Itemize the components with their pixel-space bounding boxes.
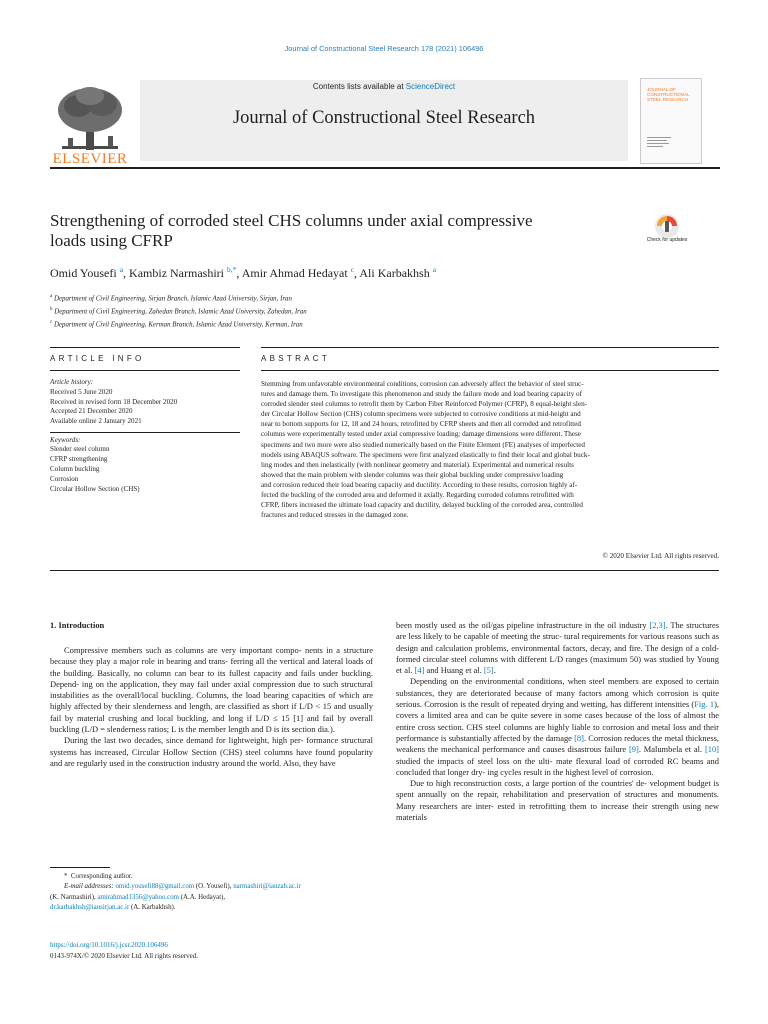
abstract-text bbox=[261, 379, 719, 520]
email-link[interactable]: amirahmad1356@yahoo.com bbox=[97, 893, 180, 901]
author-3[interactable]: Amir Ahmad Hedayat $^c$ bbox=[241, 265, 355, 280]
history-revised: Received in revised form 18 December 2020 bbox=[50, 397, 178, 406]
title-line-1: Strengthening of corroded steel CHS columns under axial compressive bbox=[50, 211, 533, 230]
journal-citation[interactable]: Journal of Constructional Steel Research 178 (2021) 106496 bbox=[284, 44, 484, 53]
citation-link[interactable]: [8] bbox=[574, 732, 584, 743]
abstract-copyright: © 2020 Elsevier Ltd. All rights reserved. bbox=[602, 552, 719, 560]
email-link[interactable]: narmashiri@iauzah.ac.ir bbox=[233, 883, 301, 891]
abstract-line: and corrosion reduced their load bearing capacity and ductility. According to these results, corrosion highly af- bbox=[261, 480, 578, 489]
figure-link[interactable]: Fig. 1 bbox=[694, 699, 715, 710]
history-label: Article history: bbox=[50, 378, 94, 386]
affiliation-b: $^b$ Department of Civil Engineering, Zahedan Branch, Islamic Azad University, Zahedan, Iran bbox=[50, 306, 307, 316]
cover-title: JOURNAL OF CONSTRUCTIONAL STEEL RESEARCH bbox=[647, 87, 690, 102]
abstract-line: tures and damage them. To investigate this phenomenon and study the failure mode and load bearing capacity of bbox=[261, 390, 582, 399]
history-online: Available online 2 January 2021 bbox=[50, 417, 142, 426]
doi-block bbox=[50, 940, 198, 961]
keywords-rule bbox=[50, 432, 240, 433]
journal-cover-thumbnail[interactable] bbox=[640, 78, 702, 164]
affiliation-a: $^a$ Department of Civil Engineering, Sirjan Branch, Islamic Azad University, Sirjan, Iran bbox=[50, 294, 292, 303]
citation-link[interactable]: [5] bbox=[483, 665, 494, 676]
article-title bbox=[50, 211, 610, 251]
abstract-line: CFRP, fibers increased the ultimate load capacity and ductility, delayed buckling of the corroded area, controlled bbox=[261, 501, 583, 510]
intro-paragraph-4: Depending on the environmental conditions, when steel members are exposed to certain substances, they are deteriorated because of many factors among which corrosion is quite serious. Corrosion is the result of repeated drying and wetting, has different intensities (Fig. 1), covers a limited area and can be quite severe in some cases because of the loss of almost the entire cross section. CHS steel columns are highly liable to corrosion and metal loss and their performance is substantially affected by the damage [8]. Corrosion reduces the metal thickness, weakens the mechanical performance and causes disastrous failure [9]. Malumbela et al. [10] studied the impacts of steel loss on the ulti- mate flexural load of corroded RC beams and concluded that longer dry- ing cycles result in the highest level of corrosion. bbox=[396, 676, 719, 777]
abstract-line: fractures and reduced stresses in the damaged zone. bbox=[261, 511, 409, 520]
keyword-item: Column buckling bbox=[50, 464, 100, 473]
footnote-rule bbox=[50, 867, 110, 868]
contents-line bbox=[140, 82, 628, 91]
issn-copyright: 0143-974X/© 2020 Elsevier Ltd. All rights reserved. bbox=[50, 951, 199, 960]
article-info-heading: ARTICLE INFO bbox=[50, 354, 145, 363]
header-rule bbox=[50, 167, 720, 169]
publisher-logo-text: ELSEVIER bbox=[52, 151, 128, 167]
email-link[interactable]: omid.yousefi88@gmail.com bbox=[115, 883, 195, 891]
abstract-rule bbox=[261, 370, 719, 371]
article-info bbox=[50, 378, 240, 494]
abstract-line: models using ABAQUS software. The specimens were first analyzed elastically to find their local and global buck- bbox=[261, 450, 590, 459]
footnote bbox=[50, 872, 373, 914]
affiliations bbox=[50, 292, 690, 330]
email-addresses-cont: dr.karbakhsh@iausirjan.ac.ir (A. Karbakhsh). bbox=[50, 904, 176, 912]
journal-header-box bbox=[140, 80, 628, 161]
article-info-rule-top bbox=[50, 347, 240, 348]
right-column bbox=[396, 620, 719, 823]
abstract-line: ling modes and then inelastically (with nonlinear geometry and material). Experimental and numerical results bbox=[261, 460, 574, 469]
intro-paragraph-2: During the last two decades, since demand for lightweight, high per- formance structural systems has increased, Circular Hollow Section (CHS) steel columns have found popularity and are regularly used in the construction industry around the world. Also, they have bbox=[50, 735, 373, 768]
check-for-updates-icon[interactable] bbox=[648, 213, 686, 253]
abstract-line: fected the buckling of the corroded area and deformed it axially. Regarding corroded columns retrofitted with bbox=[261, 491, 574, 500]
abstract-rule-top bbox=[261, 347, 719, 348]
keyword-item: CFRP strengthening bbox=[50, 455, 108, 464]
author-1[interactable]: Omid Yousefi $^a$ bbox=[50, 265, 124, 280]
journal-name: Journal of Constructional Steel Research bbox=[232, 108, 536, 128]
keywords-label: Keywords: bbox=[50, 435, 81, 444]
abstract-line: specimens and two more were also studied numerically based on the Finite Element (FE) analyses of imperfected bbox=[261, 440, 586, 449]
abstract-line: columns were experimentally tested under axial compressive loading; damage dimensions were different. These bbox=[261, 430, 581, 439]
intro-paragraph-5: Due to high reconstruction costs, a large portion of the countries' de- velopment budget is spent annually on the repair, rehabilitation and preservation of structures and monuments. Many researchers are inter- ested in retrofitting them to increase their strength using new materials bbox=[396, 778, 719, 823]
cover-text-lines bbox=[647, 137, 677, 153]
title-line-2: loads using CFRP bbox=[50, 231, 173, 250]
author-list: Omid Yousefi $^a$, Kambiz Narmashiri $^{b,*}$, Amir Ahmad Hedayat $^c$, Ali Karbakhsh $^a$ bbox=[50, 265, 437, 280]
check-for-updates-label[interactable]: Check for updates bbox=[646, 237, 688, 243]
citation-link[interactable]: [10] bbox=[704, 744, 719, 755]
citation-link[interactable]: [4] bbox=[414, 665, 425, 676]
doi-link[interactable]: https://doi.org/10.1016/j.jcsr.2020.106496 bbox=[50, 941, 168, 949]
intro-paragraph-1: Compressive members such as columns are very important compo- nents in a structure because they play a major role in bearing and trans- ferring all the vertical and lateral loads of the building. Basically, no column can bear to its fullest capacity and fails under buckling. Depend- ing on the application, they may fail under axial compression due to such structural instabilities as the overall/local buckling. Columns, the load bearing capacities of which are highly affected by their slenderness and length, are classified as short if L/D < 15 and usually fail by material crushing and local buckling, and long if L/D ≤ 15 [1] and fail by overall buckling (L/D = slenderness ratios; L is the member length and D is its section dia.). bbox=[50, 645, 373, 735]
citation-link[interactable]: [2,3] bbox=[649, 620, 666, 630]
abstract-line: showed that the main problem with slender columns was their global buckling under compressive loading bbox=[261, 470, 564, 479]
article-info-rule bbox=[50, 370, 240, 371]
left-column bbox=[50, 645, 373, 769]
keyword-item: Circular Hollow Section (CHS) bbox=[50, 484, 140, 493]
email-addresses-cont: (K. Narmashiri), amirahmad1356@yahoo.com (A.A. Hedayat), bbox=[50, 893, 226, 901]
citation-link[interactable]: [9] bbox=[628, 744, 639, 755]
email-link[interactable]: dr.karbakhsh@iausirjan.ac.ir bbox=[50, 904, 130, 912]
history-received: Received 5 June 2020 bbox=[50, 387, 113, 396]
section-heading: 1. Introduction bbox=[50, 620, 105, 630]
affiliation-c: $^c$ Department of Civil Engineering, Kerman Branch, Islamic Azad University, Kerman, Iran bbox=[50, 319, 303, 328]
keyword-item: Slender steel column bbox=[50, 445, 110, 454]
author-4[interactable]: Ali Karbakhsh $^a$ bbox=[359, 265, 437, 280]
sciencedirect-link[interactable]: ScienceDirect bbox=[405, 82, 456, 91]
history-accepted: Accepted 21 December 2020 bbox=[50, 407, 133, 416]
corresponding-author: * Corresponding author. bbox=[64, 873, 133, 880]
intro-paragraph-3: been mostly used as the oil/gas pipeline infrastructure in the oil industry [2,3]. The structures are less likely to be capable of meeting the struc- tural requirements for various reasons such as design and calculation problems, environmental factors, decay, and fire. The design of a cold- formed circular steel columns with different L/D ranges (maximum 50) was studied by Young et al. [4] and Huang et al. [5]. bbox=[396, 620, 719, 676]
keyword-item: Corrosion bbox=[50, 474, 79, 483]
contents-prefix: Contents lists available at bbox=[312, 82, 406, 91]
abstract-line: near to bottom supports for 12, 18 and 24 hours, retrofitted by CFRP sheets and then all corroded and retrofitted bbox=[261, 420, 582, 429]
abstract-line: der Circular Hollow Section (CHS) column specimens were subjected to corrosive conditions at mid-height and bbox=[261, 410, 581, 419]
abstract-line: Stemming from unfavorable environmental conditions, corrosion can adversely affect the behavior of steel struc- bbox=[261, 380, 584, 388]
email-addresses: E-mail addresses: omid.yousefi88@gmail.com (O. Yousefi), narmashiri@iauzah.ac.ir bbox=[64, 883, 301, 891]
author-2[interactable]: Kambiz Narmashiri $^{b,*}$ bbox=[129, 265, 237, 280]
abstract-heading: ABSTRACT bbox=[261, 354, 331, 363]
abstract-line: corroded slender steel columns to retrofit them by Carbon Fiber Reinforced Polymer (CFRP), 8 equal-height slen- bbox=[261, 400, 588, 409]
abstract-rule-bottom bbox=[50, 570, 719, 571]
